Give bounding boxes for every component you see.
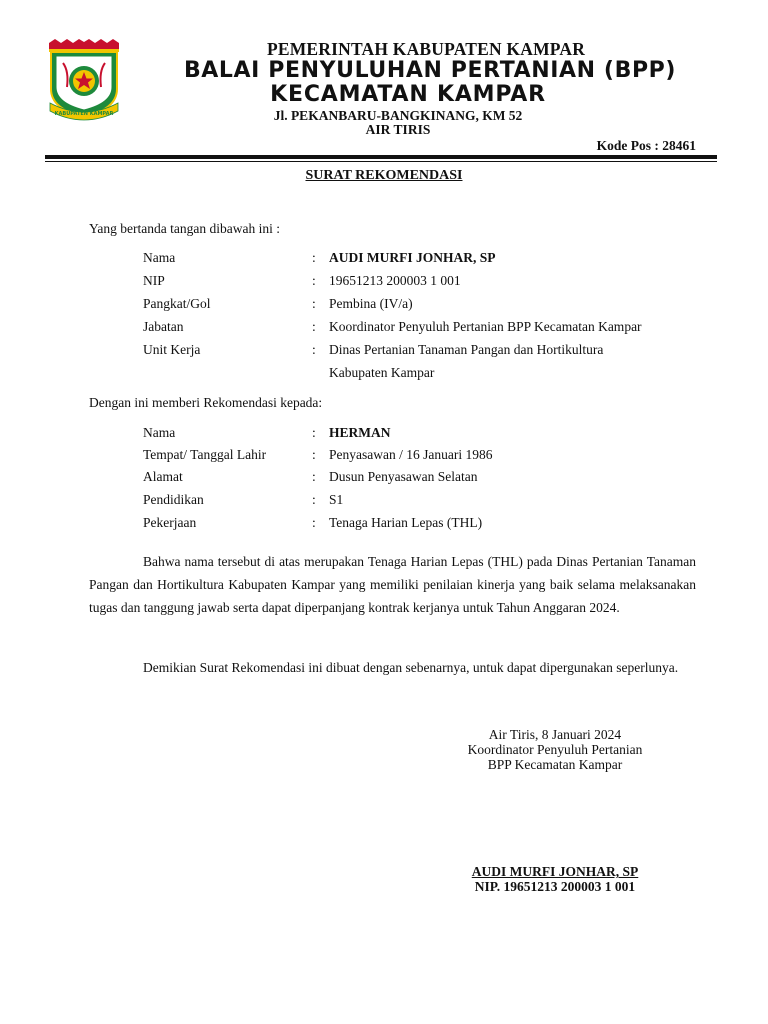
letterhead-divider-thin	[45, 161, 717, 162]
letterhead-institution: BALAI PENYULUHAN PERTANIAN (BPP)	[183, 58, 677, 83]
body-paragraph	[89, 550, 696, 619]
field-label: Nama	[143, 250, 176, 265]
field-label: Nama	[143, 425, 176, 440]
field-label: Alamat	[143, 469, 183, 484]
field-value: S1	[329, 492, 344, 507]
signature-place-date: Air Tiris, 8 Januari 2024	[488, 727, 622, 742]
letterhead-city: AIR TIRIS	[365, 122, 431, 137]
letterhead-postal-code: Kode Pos : 28461	[596, 138, 696, 153]
field-value-continued: Kabupaten Kampar	[329, 365, 435, 380]
field-value: Penyasawan / 16 Januari 1986	[329, 447, 493, 462]
field-value: HERMAN	[329, 425, 391, 440]
logo-ribbon-text: KABUPATEN KAMPAR	[54, 111, 114, 117]
letterhead-district: KECAMATAN KAMPAR	[270, 82, 546, 107]
signature-position-1: Koordinator Penyuluh Pertanian	[467, 742, 643, 757]
letterhead-government: PEMERINTAH KABUPATEN KAMPAR	[266, 39, 586, 59]
closing-paragraph	[89, 656, 696, 679]
field-value: Tenaga Harian Lepas (THL)	[329, 515, 483, 530]
field-label: Jabatan	[143, 319, 184, 334]
field-value: Pembina (IV/a)	[329, 296, 413, 311]
field-label: Pekerjaan	[143, 515, 197, 530]
field-colon: :	[312, 447, 316, 462]
field-colon: :	[312, 515, 316, 530]
field-label: Unit Kerja	[143, 342, 201, 357]
signature-position-2: BPP Kecamatan Kampar	[487, 757, 623, 772]
signature-name-text: AUDI MURFI JONHAR, SP	[471, 864, 639, 879]
field-colon: :	[312, 469, 316, 484]
field-value: Dinas Pertanian Tanaman Pangan dan Hortikultura	[329, 342, 604, 357]
field-colon: :	[312, 296, 316, 311]
field-label: Pangkat/Gol	[143, 296, 211, 311]
letter-title: SURAT REKOMENDASI	[305, 168, 463, 183]
closing-paragraph-text: Demikian Surat Rekomendasi ini dibuat dengan sebenarnya, untuk dapat dipergunakan seperlunya.	[143, 660, 679, 675]
field-label: Pendidikan	[143, 492, 204, 507]
field-value: AUDI MURFI JONHAR, SP	[329, 250, 496, 265]
signer-intro: Yang bertanda tangan dibawah ini :	[89, 221, 280, 236]
field-label: Tempat/ Tanggal Lahir	[143, 447, 267, 462]
signature-name	[400, 864, 710, 879]
field-colon: :	[312, 273, 316, 288]
field-value: Koordinator Penyuluh Pertanian BPP Kecamatan Kampar	[329, 319, 642, 334]
field-value: Dusun Penyasawan Selatan	[329, 469, 478, 484]
field-label: NIP	[143, 273, 165, 288]
signature-nip: NIP. 19651213 200003 1 001	[474, 879, 636, 894]
field-colon: :	[312, 342, 316, 357]
letterhead-address: Jl. PEKANBARU-BANGKINANG, KM 52	[273, 108, 523, 123]
recipient-intro: Dengan ini memberi Rekomendasi kepada:	[89, 395, 323, 410]
body-paragraph-text: Bahwa nama tersebut di atas merupakan Tenaga Harian Lepas (THL) pada Dinas Pertanian Tanaman Pangan dan Hortikultura Kabupaten Kampar yang memiliki penilaian kinerja yang baik selama melaksanakan tugas dan tanggung jawab serta dapat diperpanjang kontrak kerjanya untuk Tahun Anggaran 2024.	[89, 554, 696, 615]
field-colon: :	[312, 425, 316, 440]
field-colon: :	[312, 250, 316, 265]
letterhead-divider-thick	[45, 155, 717, 159]
field-value: 19651213 200003 1 001	[329, 273, 461, 288]
field-colon: :	[312, 492, 316, 507]
field-colon: :	[312, 319, 316, 334]
